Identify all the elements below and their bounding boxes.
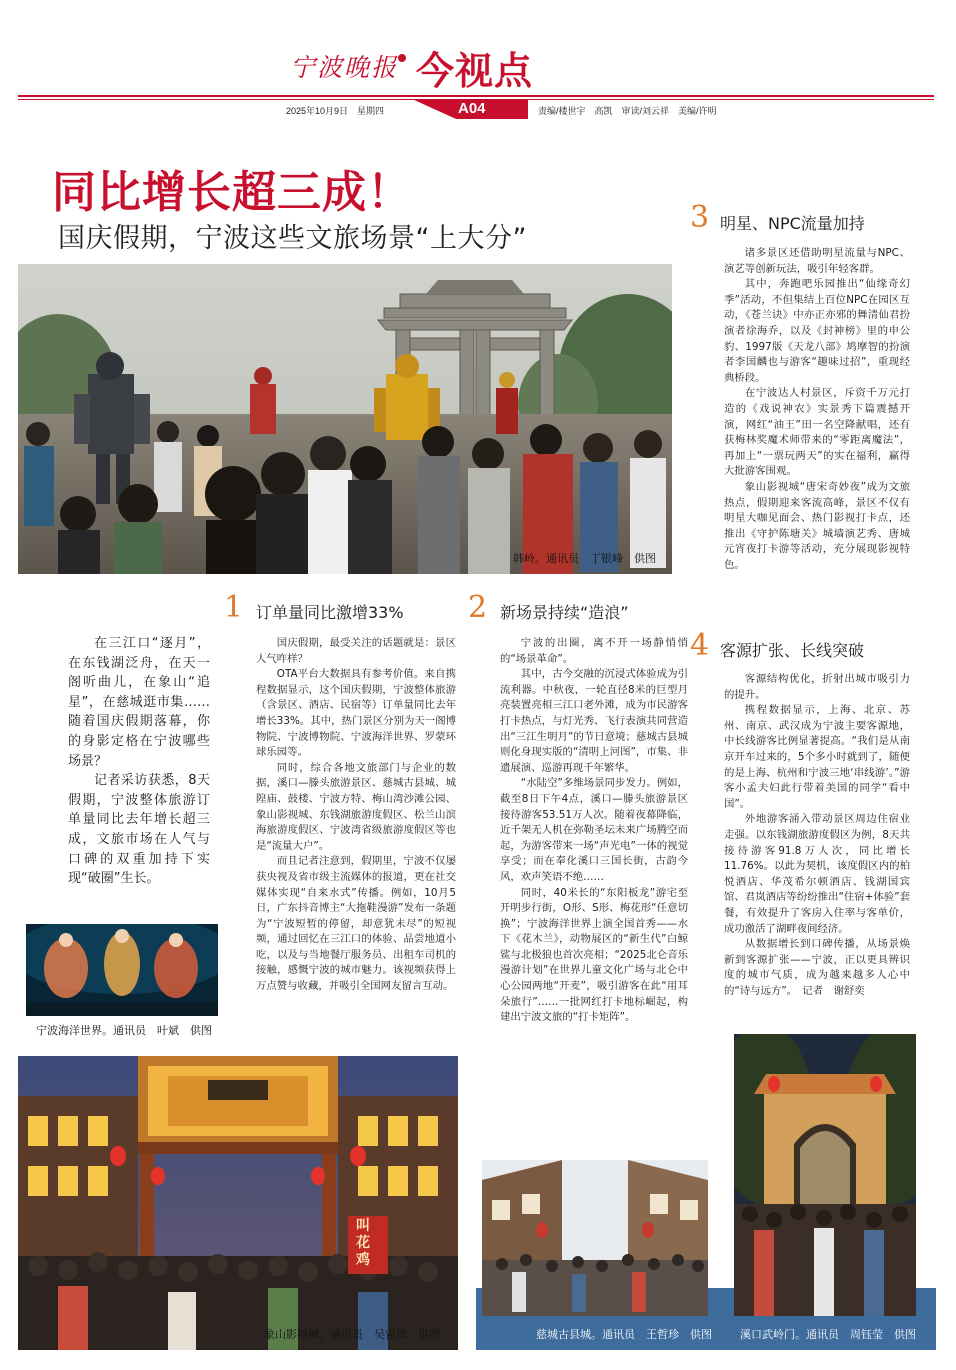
section-1-title: 订单量同比激增33% bbox=[256, 603, 404, 622]
section-4-paragraph: 从数据增长到口碑传播，从场景焕新到客源扩张——宁波，正以更具辨识度的城市气质，成为越来越多人心中的“诗与远方”。 记者 谢舒奕 bbox=[724, 938, 910, 997]
section-1-paragraph: 同时，综合各地文旅部门与企业的数据，溪口—滕头旅游景区、慈城古县城、城隍庙、鼓楼、宁波方特、梅山湾沙滩公园、象山影视城、东钱湖旅游度假区、松兰山滨海旅游度假区、宁波湾省级旅游度假区等也是“流量大户”。 bbox=[256, 761, 456, 852]
lead-text bbox=[68, 634, 210, 889]
section-2-paragraph: 其中，古今交融的沉浸式体验成为引流利器。中秋夜，一轮直径8米的巨型月亮装置亮相三江口老外滩，成为市民游客打卡热点，与灯光秀、飞行表演共同营造出“三江生明月”的节日意境；慈城古县城则化身现实版的“清明上河图”，市集、非遗展演、巡游再现千年繁华。 bbox=[500, 668, 688, 774]
section-4-paragraph: 携程数据显示，上海、北京、苏州、南京、武汉成为宁波主要客源地，中长线游客比例显著提高。“我们是从南京开车过来的，5个多小时就到了，随便的是上海、杭州和宁波三地‘串线游’。”游客小孟夫妇此行带着美国的同学“看中国”。 bbox=[724, 704, 910, 810]
section-4-number: 4 bbox=[690, 628, 710, 663]
section-3-paragraph: 象山影视城“唐宋奇妙夜”成为文旅热点，假期迎来客流高峰，景区不仅有明星大咖见面会、热门影视打卡点，还推出《守护陈塘关》城墙演艺秀、唐城元宵夜打卡游等活动，充分展现影视特色。 bbox=[724, 480, 910, 571]
studio-photo-caption: 象山影视城。通讯员 吴宙洋 供图 bbox=[264, 1328, 440, 1341]
section-2-title: 新场景持续“造浪” bbox=[500, 603, 629, 622]
lead-paragraph: 记者采访获悉，8天假期，宁波整体旅游订单量同比去年增长超三成，文旅市场在人气与口碑的双重加持下实现“破圈”生长。 bbox=[68, 773, 210, 887]
section-2-paragraph: “水陆空”多维场景同步发力。例如，截至8日下午4点，溪口—滕头旅游景区接待游客53.51万人次。随着夜幕降临，近千架无人机在弥勒圣坛未来广场腾空而起，为游客带来一场“声光电”一体的视觉享受；而在奉化溪口三国长街，古韵今风，欢声笑语不绝…… bbox=[500, 777, 688, 883]
section-3-paragraph: 诸多景区还借助明星流量与NPC、演艺等创新玩法，吸引年轻客群。 bbox=[724, 247, 910, 275]
headline: 同比增长超三成！ bbox=[52, 167, 412, 218]
hero-photo bbox=[18, 264, 672, 574]
masthead-brand: 宁波晚报 bbox=[290, 53, 399, 82]
cicheng-photo-caption: 慈城古县城。通讯员 王哲珍 供图 bbox=[536, 1328, 712, 1341]
masthead-section-title: 今视点 bbox=[416, 49, 534, 93]
section-4-body bbox=[724, 672, 910, 999]
section-2-paragraph: 宁波的出圈，离不开一场静悄悄的“场景革命”。 bbox=[500, 637, 688, 665]
hero-photo-caption: 韩岭。通讯员 丁银峰 供图 bbox=[513, 552, 656, 565]
section-1-number: 1 bbox=[224, 590, 244, 625]
section-1-body bbox=[256, 636, 456, 995]
editor-credits: 责编/楼世宇 高凯 审读/刘云祥 美编/许明 bbox=[538, 106, 717, 116]
cicheng-photo bbox=[482, 1160, 708, 1316]
section-3-paragraph: 在宁波达人村景区，斥资千万元打造的《戏说神农》实景秀下篇震撼开演，网红“油王”田一名空降献唱，还有获梅林奖魔术师带来的“零距离魔法”，再加上“一票玩两天”的实在福利，赢得大批游客围观。 bbox=[724, 387, 910, 478]
section-1-paragraph: OTA平台大数据具有参考价值。来自携程数据显示，这个国庆假期，宁波整体旅游（含景区、酒店、民宿等）订单量同比去年增长33%。其中，热门景区分别为天一阁博物院、宁波博物院、宁波海洋世界、罗蒙环球乐园等。 bbox=[256, 668, 456, 759]
section-2-paragraph: 同时，40米长的“东阳板龙”游宅至开明步行街，O形、S形、梅花形“任意切换”；宁波海洋世界上演全国首秀——水下《花木兰》，动物展区的“新生代”白鲸鲨与北极狼也首次亮相；“2025北仑音乐漫游计划”在世界儿童文化广场与北仑中心公园两地“开麦”，吸引游客在此“用耳朵旅行”……一批网红打卡地标崛起，构建出宁波文旅的“打卡矩阵”。 bbox=[500, 886, 688, 1024]
lead-paragraph: 在三江口“逐月”，在东钱湖泛舟，在天一阁听曲儿，在象山“追星”，在慈城逛市集……随着国庆假期落幕，你的身影定格在宁波哪些场景？ bbox=[68, 636, 210, 769]
studio-photo bbox=[18, 1056, 458, 1350]
subheadline: 国庆假期，宁波这些文旅场景“上大分” bbox=[58, 223, 527, 254]
xikou-photo bbox=[734, 1034, 916, 1316]
section-4-paragraph: 外地游客涌入带动景区周边住宿业走强。以东钱湖旅游度假区为例，8天共接待游客91.8万人次，同比增长11.76%。以此为契机，该度假区内的柏悦酒店、华茂希尔顿酒店、钱湖国宾馆、君岚酒店等纷纷推出“住宿+体验”套餐，有效提升了客房入住率与客单价，成功激活了湖畔夜间经济。 bbox=[724, 813, 910, 935]
section-3-body bbox=[724, 246, 910, 573]
dateline: 2025年10月9日 星期四 bbox=[286, 106, 385, 116]
section-4-title: 客源扩张、长线突破 bbox=[720, 641, 865, 660]
section-3-number: 3 bbox=[690, 200, 710, 235]
section-1-paragraph: 而且记者注意到，假期里，宁波不仅屡获央视及省市级主流媒体的报道，更在社交媒体实现“自来水式”传播。例如，10月5日，广东抖音博主“大拖鞋漫游”发布一条题为“宁波短暂的停留，却意犹未尽”的短视频，通过回忆在三江口的体验、品尝地道小吃，以及与当地餐厅服务员、出租车司机的接触，感慨宁波的城市魅力。该视频获得上万点赞与收藏，并吸引全国网友留言互动。 bbox=[256, 855, 456, 993]
masthead-dot bbox=[398, 54, 406, 62]
section-3-paragraph: 其中，奔跑吧乐园推出“仙缘奇幻季”活动，不但集结上百位NPC在园区互动，《苍兰诀》中亦正亦邪的舞清仙君扮演者徐海乔，以及《封神榜》里的申公豹、1997版《天龙八部》鸠摩智的扮演者李国麟也与游客“趣味过招”，重现经典桥段。 bbox=[724, 278, 910, 384]
section-2-body bbox=[500, 636, 688, 1026]
aquarium-photo-caption: 宁波海洋世界。通讯员 叶斌 供图 bbox=[36, 1024, 212, 1037]
page-number: A04 bbox=[458, 100, 486, 117]
studio-photo-sign: 叫花鸡 bbox=[356, 1218, 370, 1268]
section-2-number: 2 bbox=[468, 590, 488, 625]
masthead-rule bbox=[18, 95, 934, 97]
section-1-paragraph: 国庆假期，最受关注的话题就是：景区人气咋样？ bbox=[256, 637, 456, 665]
section-3-title: 明星、NPC流量加持 bbox=[720, 214, 865, 233]
aquarium-photo bbox=[26, 924, 218, 1016]
xikou-photo-caption: 溪口武岭门。通讯员 周钰莹 供图 bbox=[740, 1328, 916, 1341]
section-4-paragraph: 客源结构优化，折射出城市吸引力的提升。 bbox=[724, 673, 910, 701]
